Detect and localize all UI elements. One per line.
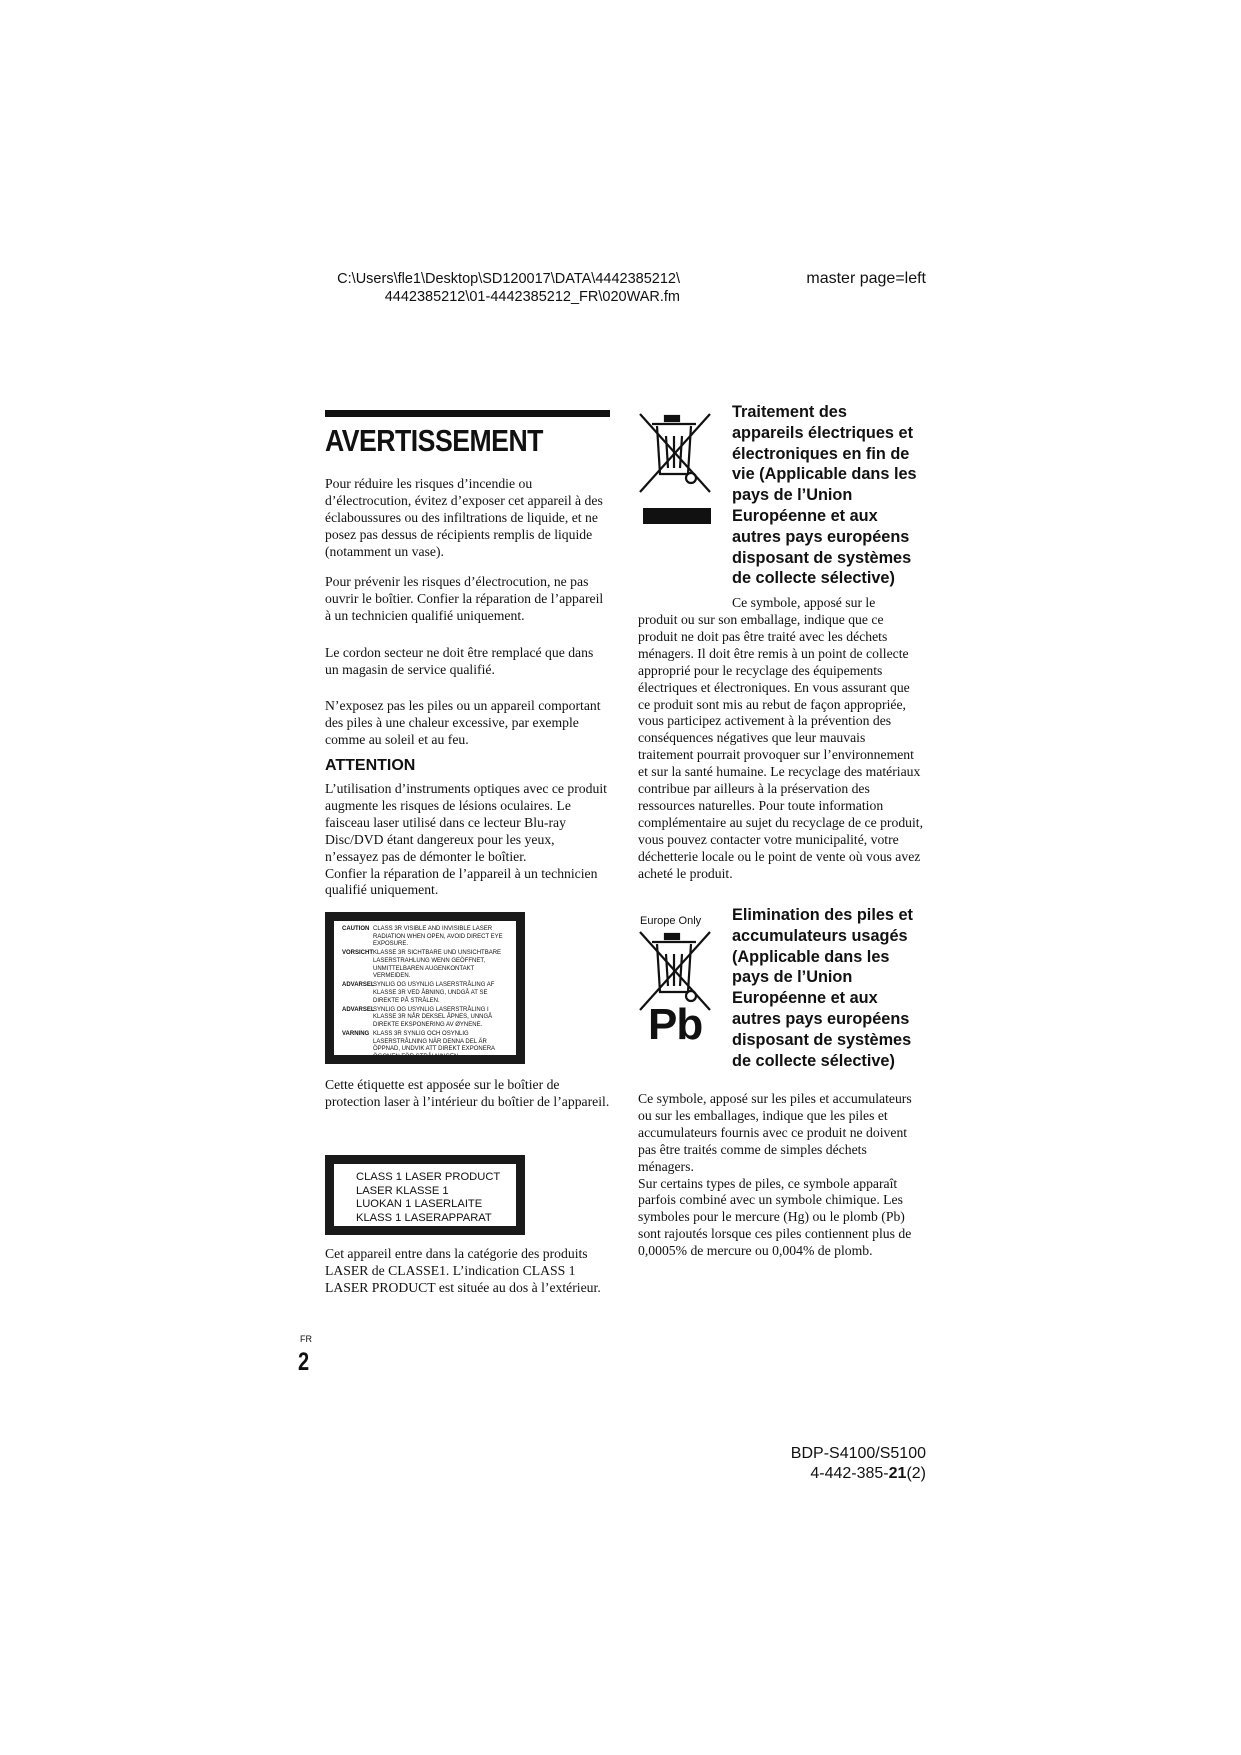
class-label-line: LASER KLASSE 1: [356, 1184, 449, 1197]
model-number: BDP-S4100/S5100: [790, 1445, 926, 1462]
document-code: [700, 1464, 926, 1484]
weee-body: produit ou sur son emballage, indique que ce produit ne doit pas être traité avec les déchets ménagers. Il doit être remis à un point de collecte approprié pour le recyclage des équipements électriques et électroniques. En vous assurant que ce produit sont mis au rebut de façon appropriée, vous participez activement à la prévention des conséquences négatives que leur mauvais traitement pourrait provoquer sur l’environnement et sur la santé humaine. Le recyclage des matériaux contribue par ailleurs à la préservation des ressources naturelles. Pour toute information complémentaire au sujet du recyclage de ce produit, vous pouvez contacter votre municipalité, votre déchetterie locale ou le point de vente où vous avez acheté le produit.: [638, 612, 924, 881]
heading-line: Européenne et aux: [732, 506, 878, 525]
heading-line: disposant de systèmes: [732, 1030, 912, 1049]
file-path: [300, 270, 680, 306]
label-row-text: SYNLIG OG USYNLIG LASERSTRÅLING I KLASSE 3R NÅR DEKSEL ÅPNES, UNNGÅ DIREKTE EKSPONERING AV ØYNENE.: [373, 1006, 493, 1028]
label-row-key: ADVARSEL: [342, 982, 375, 989]
label-row-key: VORSICHT: [342, 950, 374, 957]
heading-line: vie (Applicable dans les: [732, 465, 917, 484]
heading-line: appareils électriques et: [732, 423, 913, 442]
label-row: [342, 1063, 510, 1064]
laser-warning-label: [325, 912, 525, 1064]
page-number: 2: [298, 1348, 310, 1376]
label-description: Cette étiquette est apposée sur le boîtier de protection laser à l’intérieur du boîtier de l’appareil.: [325, 1077, 610, 1109]
battery-paragraph-2: Sur certains types de piles, ce symbole apparaît parfois combiné avec un symbole chimique. Les symboles pour le mercure (Hg) ou le plomb (Pb) sont rajoutés lorsque ces piles contiennent plus de 0,0005% de mercure ou 0,004% de plomb.: [638, 1175, 912, 1259]
label-row-key: VARNING: [342, 1031, 370, 1038]
weee-intro: Ce symbole, apposé sur le: [732, 595, 876, 610]
label-row: [342, 982, 510, 1005]
heading-line: de collecte sélective): [732, 569, 895, 588]
label-row-text: KLASS 3R SYNLIG OCH OSYNLIG LASERSTRÅLNING NÄR DENNA DEL ÄR ÖPPNAD, UNDVIK ATT DIREKT EXPONERA ÖGONEN FÖR STRÅLNINGEN.: [373, 1031, 495, 1060]
heading-line: Traitement des: [732, 403, 847, 421]
europe-only-label: Europe Only: [640, 915, 702, 927]
class-label-line: LUOKAN 1 LASERLAITE: [356, 1198, 483, 1211]
language-code: FR: [300, 1334, 312, 1344]
label-row: [342, 1031, 510, 1061]
heading-line: pays de l’Union: [732, 486, 853, 505]
heading-line: pays de l’Union: [732, 968, 853, 987]
label-row-text: SYNLIG OG USYNLIG LASERSTRÅLING AF KLASSE 3R VED ÅBNING, UNDGÅ AT SE DIREKTE PÅ STRÅLEN.: [373, 982, 495, 1004]
warning-paragraph-2: Pour prévenir les risques d’électrocution, ne pas ouvrir le boîtier. Confier la réparation de l’appareil à un technicien qualifié uniquement.: [325, 574, 604, 623]
label-row-text: CLASS 3R VISIBLE AND INVISIBLE LASER RADIATION WHEN OPEN, AVOID DIRECT EYE EXPOSURE.: [373, 926, 503, 948]
label-row-key: ADVARSEL: [342, 1006, 375, 1013]
heading-line: de collecte sélective): [732, 1051, 895, 1070]
label-row: [342, 950, 510, 980]
battery-paragraph-1: Ce symbole, apposé sur les piles et accumulateurs ou sur les emballages, indique que les piles et accumulateurs fournis avec ce produit ne doivent pas être traités comme de simples déchets ménagers.: [638, 1091, 912, 1174]
code-suffix: (2): [906, 1465, 926, 1482]
battery-text: [638, 1091, 924, 1260]
heading-line: Elimination des piles et: [732, 906, 913, 924]
weee-heading: [732, 402, 932, 589]
class-description: Cet appareil entre dans la catégorie des produits LASER de CLASSE1. L’indication CLASS 1 LASER PRODUCT est située au dos à l’extérieur.: [325, 1246, 601, 1295]
code-bold: 21: [888, 1465, 907, 1482]
master-page-label: master page=left: [806, 270, 926, 287]
label-row-key: [342, 1063, 373, 1064]
label-row-text: KLASSE 3R SICHTBARE UND UNSICHTBARE LASERSTRAHLUNG WENN GEÖFFNET, UNMITTELBAREN AUGENKONTAKT VERMEIDEN.: [373, 950, 502, 980]
crossed-bin-icon: [638, 412, 714, 496]
class-label-line: KLASS 1 LASERAPPARAT: [356, 1211, 492, 1224]
bin-underline-bar: [643, 508, 711, 524]
warning-paragraph-1: Pour réduire les risques d’incendie ou d’électrocution, évitez d’exposer cet appareil à des éclaboussures ou des infiltrations de liquide, et ne posez pas dessus de récipients remplis de liquide (notamment un vase).: [325, 476, 603, 559]
heading-line: électroniques en fin de: [732, 444, 910, 463]
file-path-line-2: 4442385212\01-4442385212_FR\020WAR.fm: [384, 289, 680, 305]
heading-line: accumulateurs usagés: [732, 926, 908, 945]
attention-text: [325, 781, 610, 899]
heading-line: (Applicable dans les: [732, 947, 890, 966]
file-path-line-1: C:\Users\fle1\Desktop\SD120017\DATA\4442385212\: [337, 271, 680, 287]
pb-chemical-symbol: Pb: [648, 1000, 703, 1049]
warning-paragraph-3: Le cordon secteur ne doit être remplacé que dans un magasin de service qualifié.: [325, 645, 594, 677]
class-label-line: CLASS 1 LASER PRODUCT: [356, 1171, 501, 1183]
label-row-key: CAUTION: [342, 926, 370, 932]
heading-line: autres pays européens: [732, 1009, 910, 1028]
attention-paragraph-2: Confier la réparation de l’appareil à un technicien qualifié uniquement.: [325, 865, 598, 898]
battery-heading: [732, 905, 932, 1071]
heading-line: autres pays européens: [732, 527, 910, 546]
warning-paragraph-4: N’exposez pas les piles ou un appareil comportant des piles à une chaleur excessive, par exemple comme au soleil et au feu.: [325, 698, 601, 747]
code-prefix: 4-442-385-: [810, 1465, 889, 1482]
label-row: [342, 1007, 510, 1030]
class1-laser-label: [325, 1155, 525, 1235]
heading-line: disposant de systèmes: [732, 548, 912, 567]
attention-paragraph-1: L’utilisation d’instruments optiques avec ce produit augmente les risques de lésions oculaires. Le faisceau laser utilisé dans ce lecteur Blu-ray Disc/DVD étant dangereux pour les yeux, n’essayez pas de démonter le boîtier.: [325, 781, 607, 864]
label-row-text: [373, 1063, 510, 1064]
title-rule: [325, 410, 610, 417]
label-row: [342, 926, 510, 949]
heading-line: Européenne et aux: [732, 989, 878, 1008]
page-title: AVERTISSEMENT: [325, 423, 543, 458]
attention-heading: ATTENTION: [325, 757, 416, 774]
model-info: [700, 1444, 926, 1484]
